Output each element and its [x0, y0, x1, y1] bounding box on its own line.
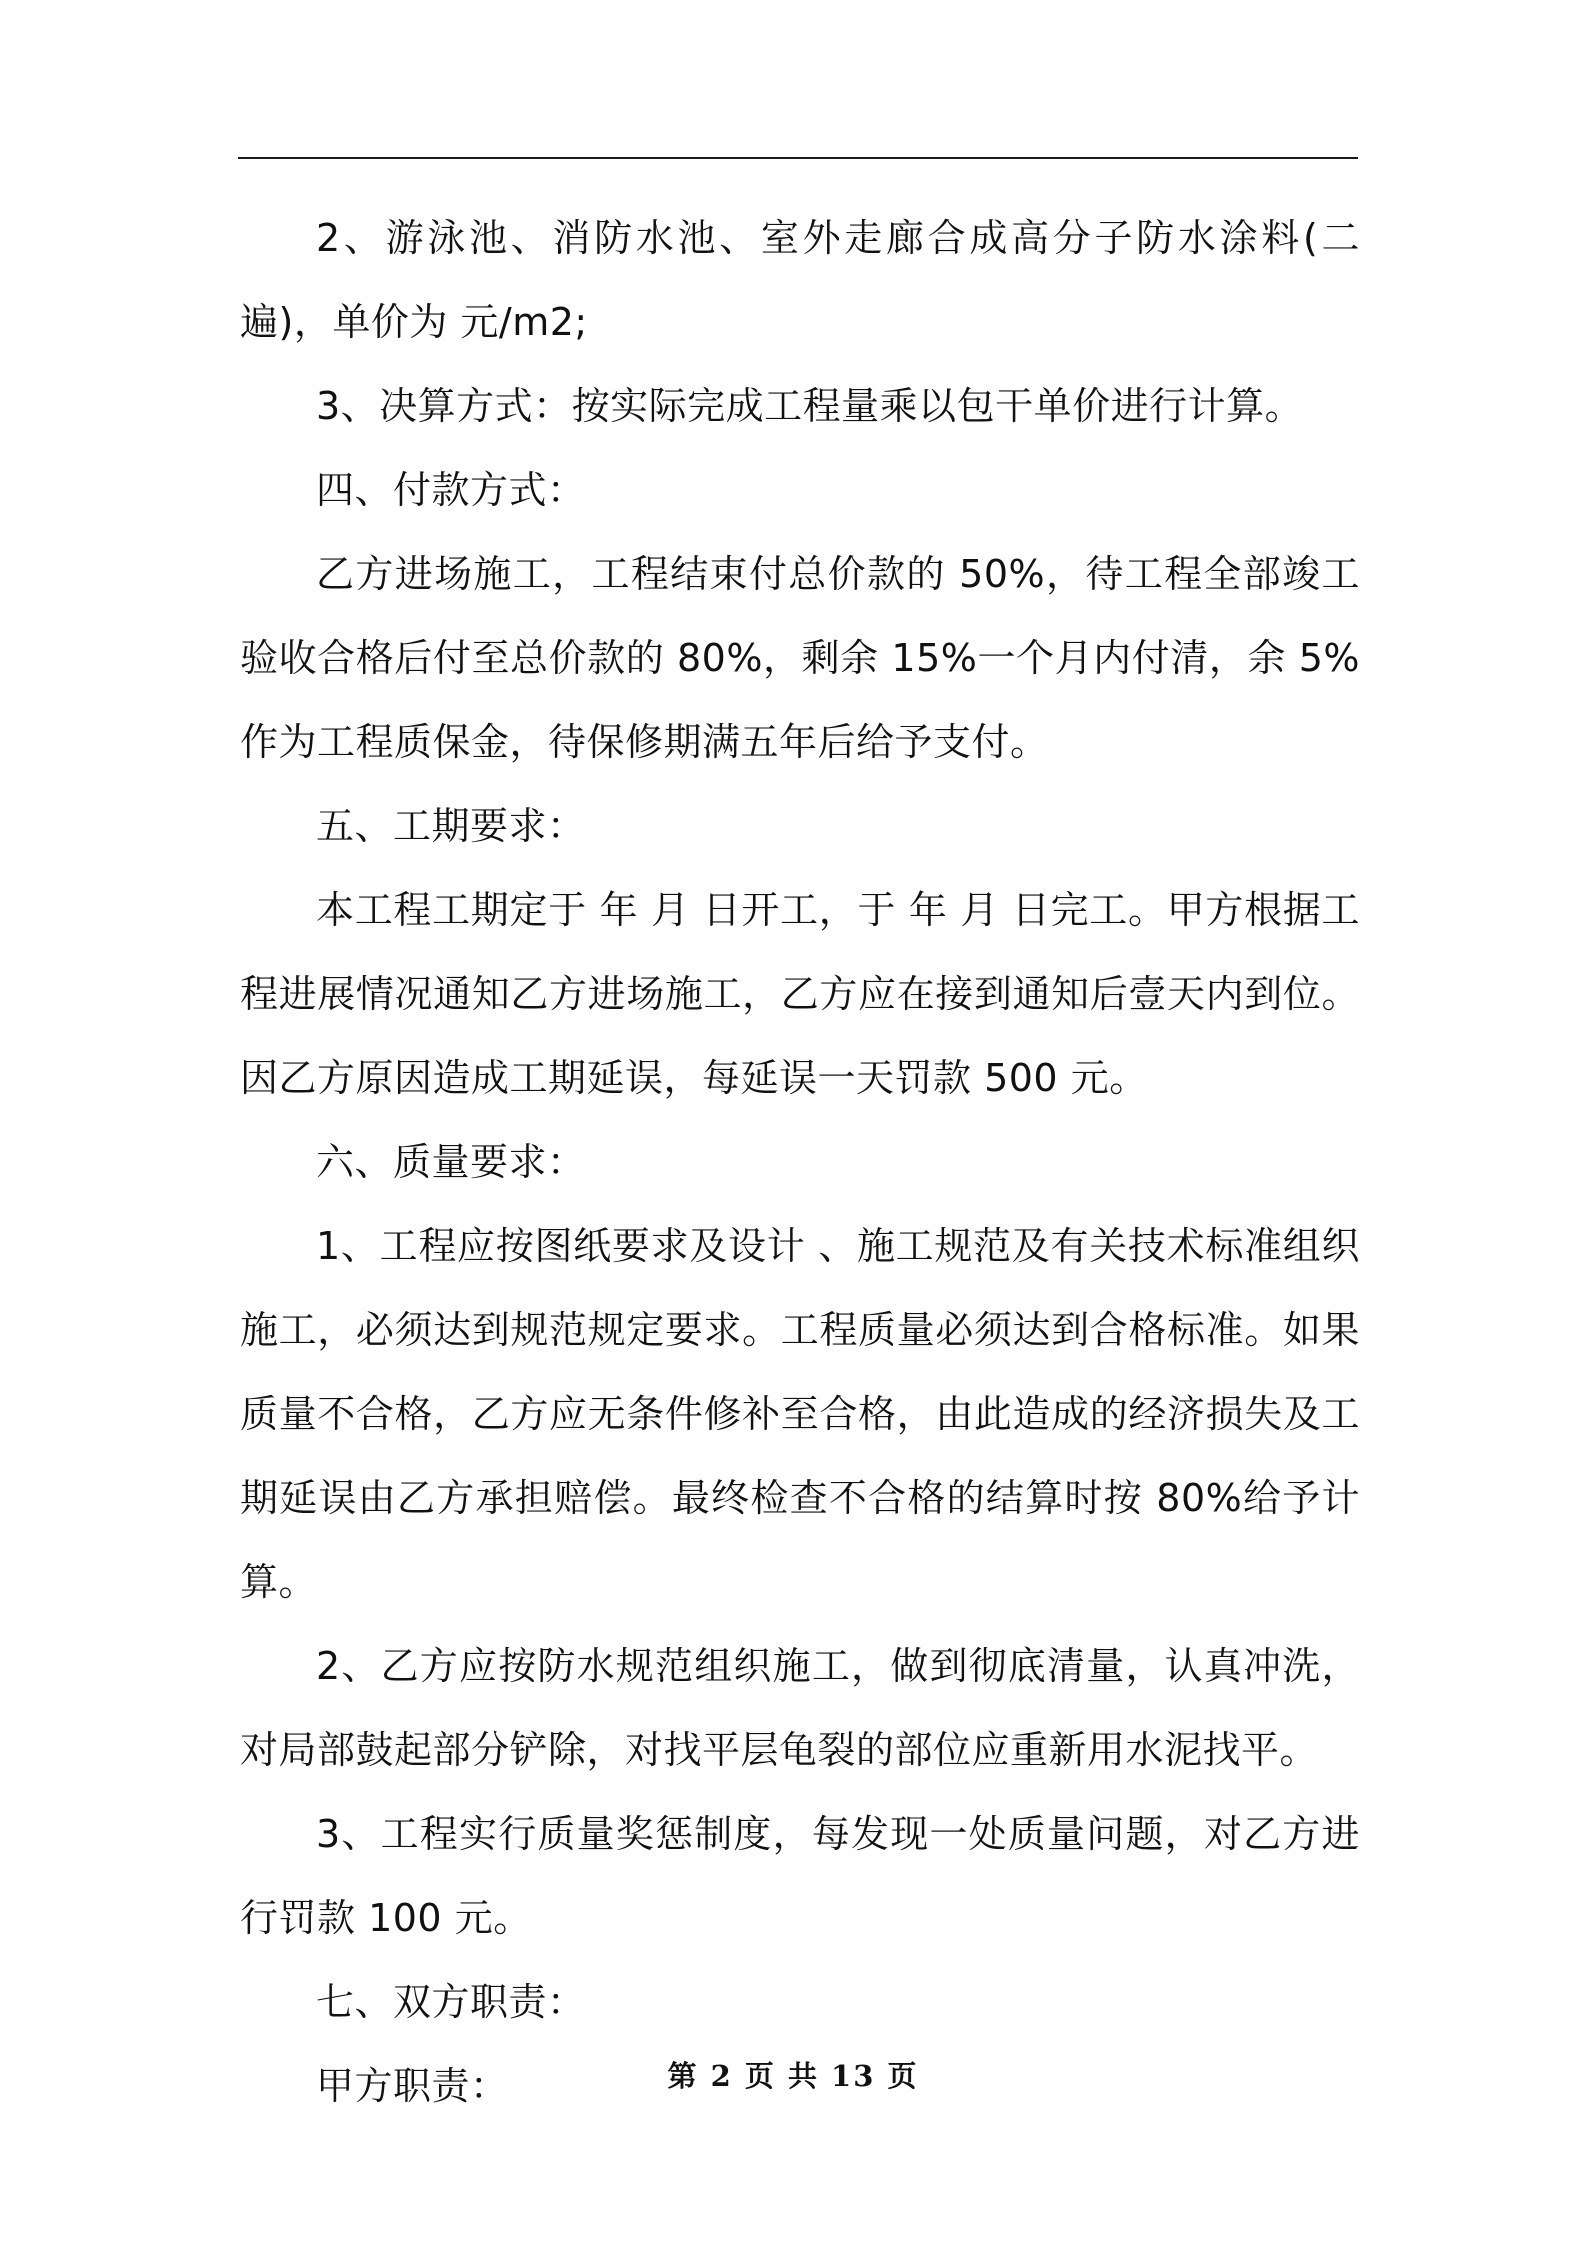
- paragraph-quality-standard: 1、工程应按图纸要求及设计 、施工规范及有关技术标准组织施工，必须达到规范规定要求。工程质量必须达到合格标准。如果质量不合格，乙方应无条件修补至合格，由此造成的经济损失及工期延误由乙方承担赔偿。最终检查不合格的结算时按 80%给予计算。: [240, 1224, 1360, 1604]
- paragraph-payment-terms: 乙方进场施工，工程结束付总价款的 50%，待工程全部竣工验收合格后付至总价款的 80%，剩余 15%一个月内付清，余 5%作为工程质保金，待保修期满五年后给予支付。: [240, 552, 1360, 764]
- section-heading-payment: 四、付款方式：: [316, 468, 586, 512]
- section-heading-schedule: 五、工期要求：: [316, 804, 586, 848]
- page-number-footer: 第 2 页 共 13 页: [667, 2059, 919, 2093]
- paragraph-schedule-terms: 本工程工期定于 年 月 日开工，于 年 月 日完工。甲方根据工程进展情况通知乙方进场施工，乙方应在接到通知后壹天内到位。因乙方原因造成工期延误，每延误一天罚款 500 元。: [240, 888, 1360, 1100]
- header-rule: [238, 157, 1358, 159]
- paragraph-pool-coating-price: 2、游泳池、消防水池、室外走廊合成高分子防水涂料(二遍)，单价为 元/m2;: [240, 216, 1360, 344]
- paragraph-waterproof-procedure: 2、乙方应按防水规范组织施工，做到彻底清量，认真冲洗，对局部鼓起部分铲除，对找平层龟裂的部位应重新用水泥找平。: [240, 1644, 1360, 1772]
- document-body: [240, 196, 1360, 2128]
- paragraph-settlement-method: 3、决算方式：按实际完成工程量乘以包干单价进行计算。: [316, 384, 1304, 428]
- section-heading-responsibilities: 七、双方职责：: [316, 1980, 586, 2024]
- paragraph-quality-penalty: 3、工程实行质量奖惩制度，每发现一处质量问题，对乙方进行罚款 100 元。: [240, 1812, 1360, 1940]
- section-heading-quality: 六、质量要求：: [316, 1140, 586, 1184]
- subheading-party-a-duties: 甲方职责：: [316, 2064, 509, 2108]
